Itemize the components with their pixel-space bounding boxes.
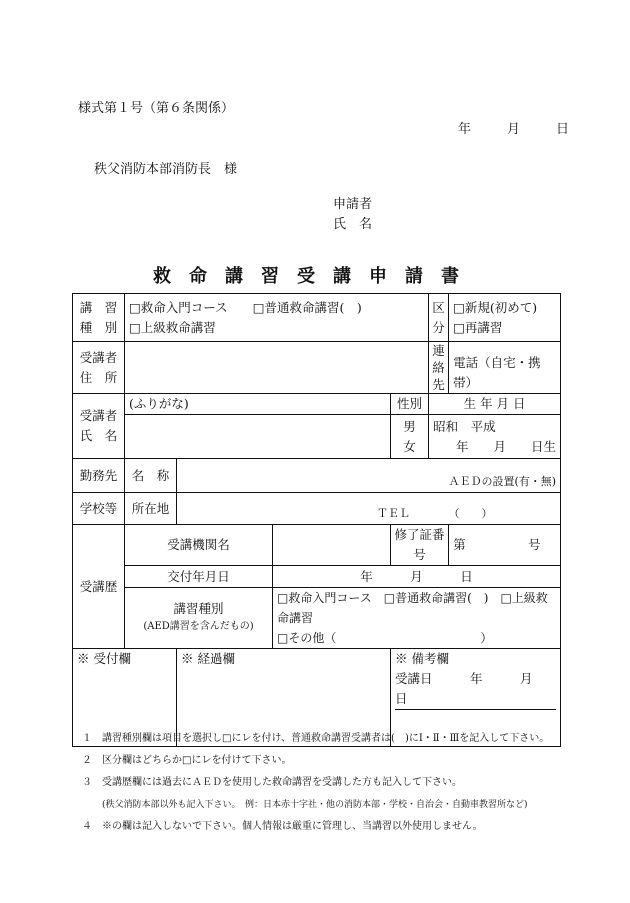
aed-installed: ＡＥＤの設置(有・無): [448, 475, 557, 488]
applicant-label: 申請者: [333, 197, 373, 212]
progress-box: ※ 経過欄: [177, 649, 391, 747]
issue-date-label: 交付年月日: [125, 566, 273, 588]
date-header: [458, 118, 569, 137]
note-3: ３ 受講歴欄には過去にＡＥＤを使用した救命講習を受講した方も記入して下さい。: [82, 777, 462, 788]
address-label: 受講者 住 所: [73, 342, 125, 394]
opt-upper-course[interactable]: □上級救命講習: [129, 319, 216, 335]
phone-field[interactable]: [449, 342, 561, 394]
company-address-field[interactable]: [177, 493, 561, 525]
note-3-detail: (秩父消防本部以外も記入下さい。 例：日本赤十字社・他の消防本部・学校・自治会・自動車教習所など): [102, 800, 528, 810]
attend-date: 受講日 年 月 日: [395, 669, 556, 710]
furigana-field[interactable]: [125, 394, 391, 415]
gender-female[interactable]: 女: [403, 438, 416, 454]
institution-label: 受講機関名: [125, 525, 273, 566]
gender-male[interactable]: 男: [403, 418, 416, 434]
notes: [82, 728, 549, 838]
history-type-note: (AED講習を含んだもの): [143, 621, 254, 632]
history-type-options[interactable]: [273, 588, 561, 649]
company-address-label: 所在地: [125, 493, 177, 525]
opt-normal-course[interactable]: □普通救命講習( ): [252, 299, 362, 315]
opt-new[interactable]: □新規(初めて): [453, 299, 538, 315]
student-name-label: 受講者 氏 名: [73, 394, 125, 459]
opt-intro-course[interactable]: □救命入門コース: [129, 299, 228, 315]
company-name-field[interactable]: [177, 459, 561, 493]
division-options: [449, 294, 561, 342]
date-year: 年: [458, 122, 472, 137]
student-name-field[interactable]: [125, 415, 391, 459]
note-4: ４ ※の欄は記入しないで下さい。個人情報は厳重に管理し、当講習以外使用しません。: [82, 821, 483, 832]
history-options-row1[interactable]: □救命入門コース □普通救命講習( ) □上級救命講習: [277, 591, 548, 625]
application-form: [72, 293, 571, 747]
address-field[interactable]: [125, 342, 429, 394]
remarks-box: ※ 備考欄 受講日 年 月 日: [391, 649, 561, 747]
birth-era: 昭和 平成: [433, 418, 496, 434]
form-number: 様式第１号（第６条関係）: [78, 101, 235, 116]
birth-date-label: 生 年 月 日: [429, 394, 561, 415]
company-name-label: 名 称: [125, 459, 177, 493]
tel-label: ＴＥＬ （ ）: [377, 507, 493, 520]
history-type-label: 講習種別 (AED講習を含んだもの): [125, 588, 273, 649]
cert-number-field[interactable]: 第 号: [449, 525, 561, 566]
cert-number-label: 修了証番号: [391, 525, 449, 566]
course-type-label: 講 習 種 別: [73, 294, 125, 342]
issue-date-field[interactable]: 年 月 日: [273, 566, 561, 588]
birth-ymd: 年 月 日生: [456, 438, 557, 454]
institution-field[interactable]: [273, 525, 391, 566]
reception-box: ※ 受付欄: [73, 649, 177, 747]
furigana-label: (ふりがな): [129, 396, 189, 411]
history-options-row2[interactable]: □その他（ ）: [277, 631, 493, 645]
applicant-block: [333, 195, 372, 235]
gender-label: 性別: [391, 394, 429, 415]
work-label: 勤務先: [73, 459, 125, 493]
document-title: 救命講習受講申請書: [153, 266, 477, 287]
division-label: 区 分: [429, 294, 449, 342]
history-label: 受講歴: [73, 525, 125, 649]
note-2: ２ 区分欄はどちらか□にレを付けて下さい。: [82, 755, 292, 766]
opt-retake[interactable]: □再講習: [453, 319, 503, 335]
date-month: 月: [507, 122, 521, 137]
course-type-options: [125, 294, 429, 342]
contact-label: 連 絡 先: [429, 342, 449, 394]
school-label: 学校等: [73, 493, 125, 525]
gender-options[interactable]: [391, 415, 429, 459]
applicant-name-label: 氏 名: [333, 217, 373, 232]
birth-date-field[interactable]: [429, 415, 561, 459]
phone-label: 電話（自宅・携帯）: [453, 355, 541, 390]
note-1: １ 講習種別欄は項目を選択し□にレを付け、普通救命講習受講者は( )にⅠ・Ⅱ・Ⅲを記入して下さい。: [82, 733, 550, 744]
date-day: 日: [556, 122, 570, 137]
addressee: 秩父消防本部消防長 様: [94, 162, 238, 177]
